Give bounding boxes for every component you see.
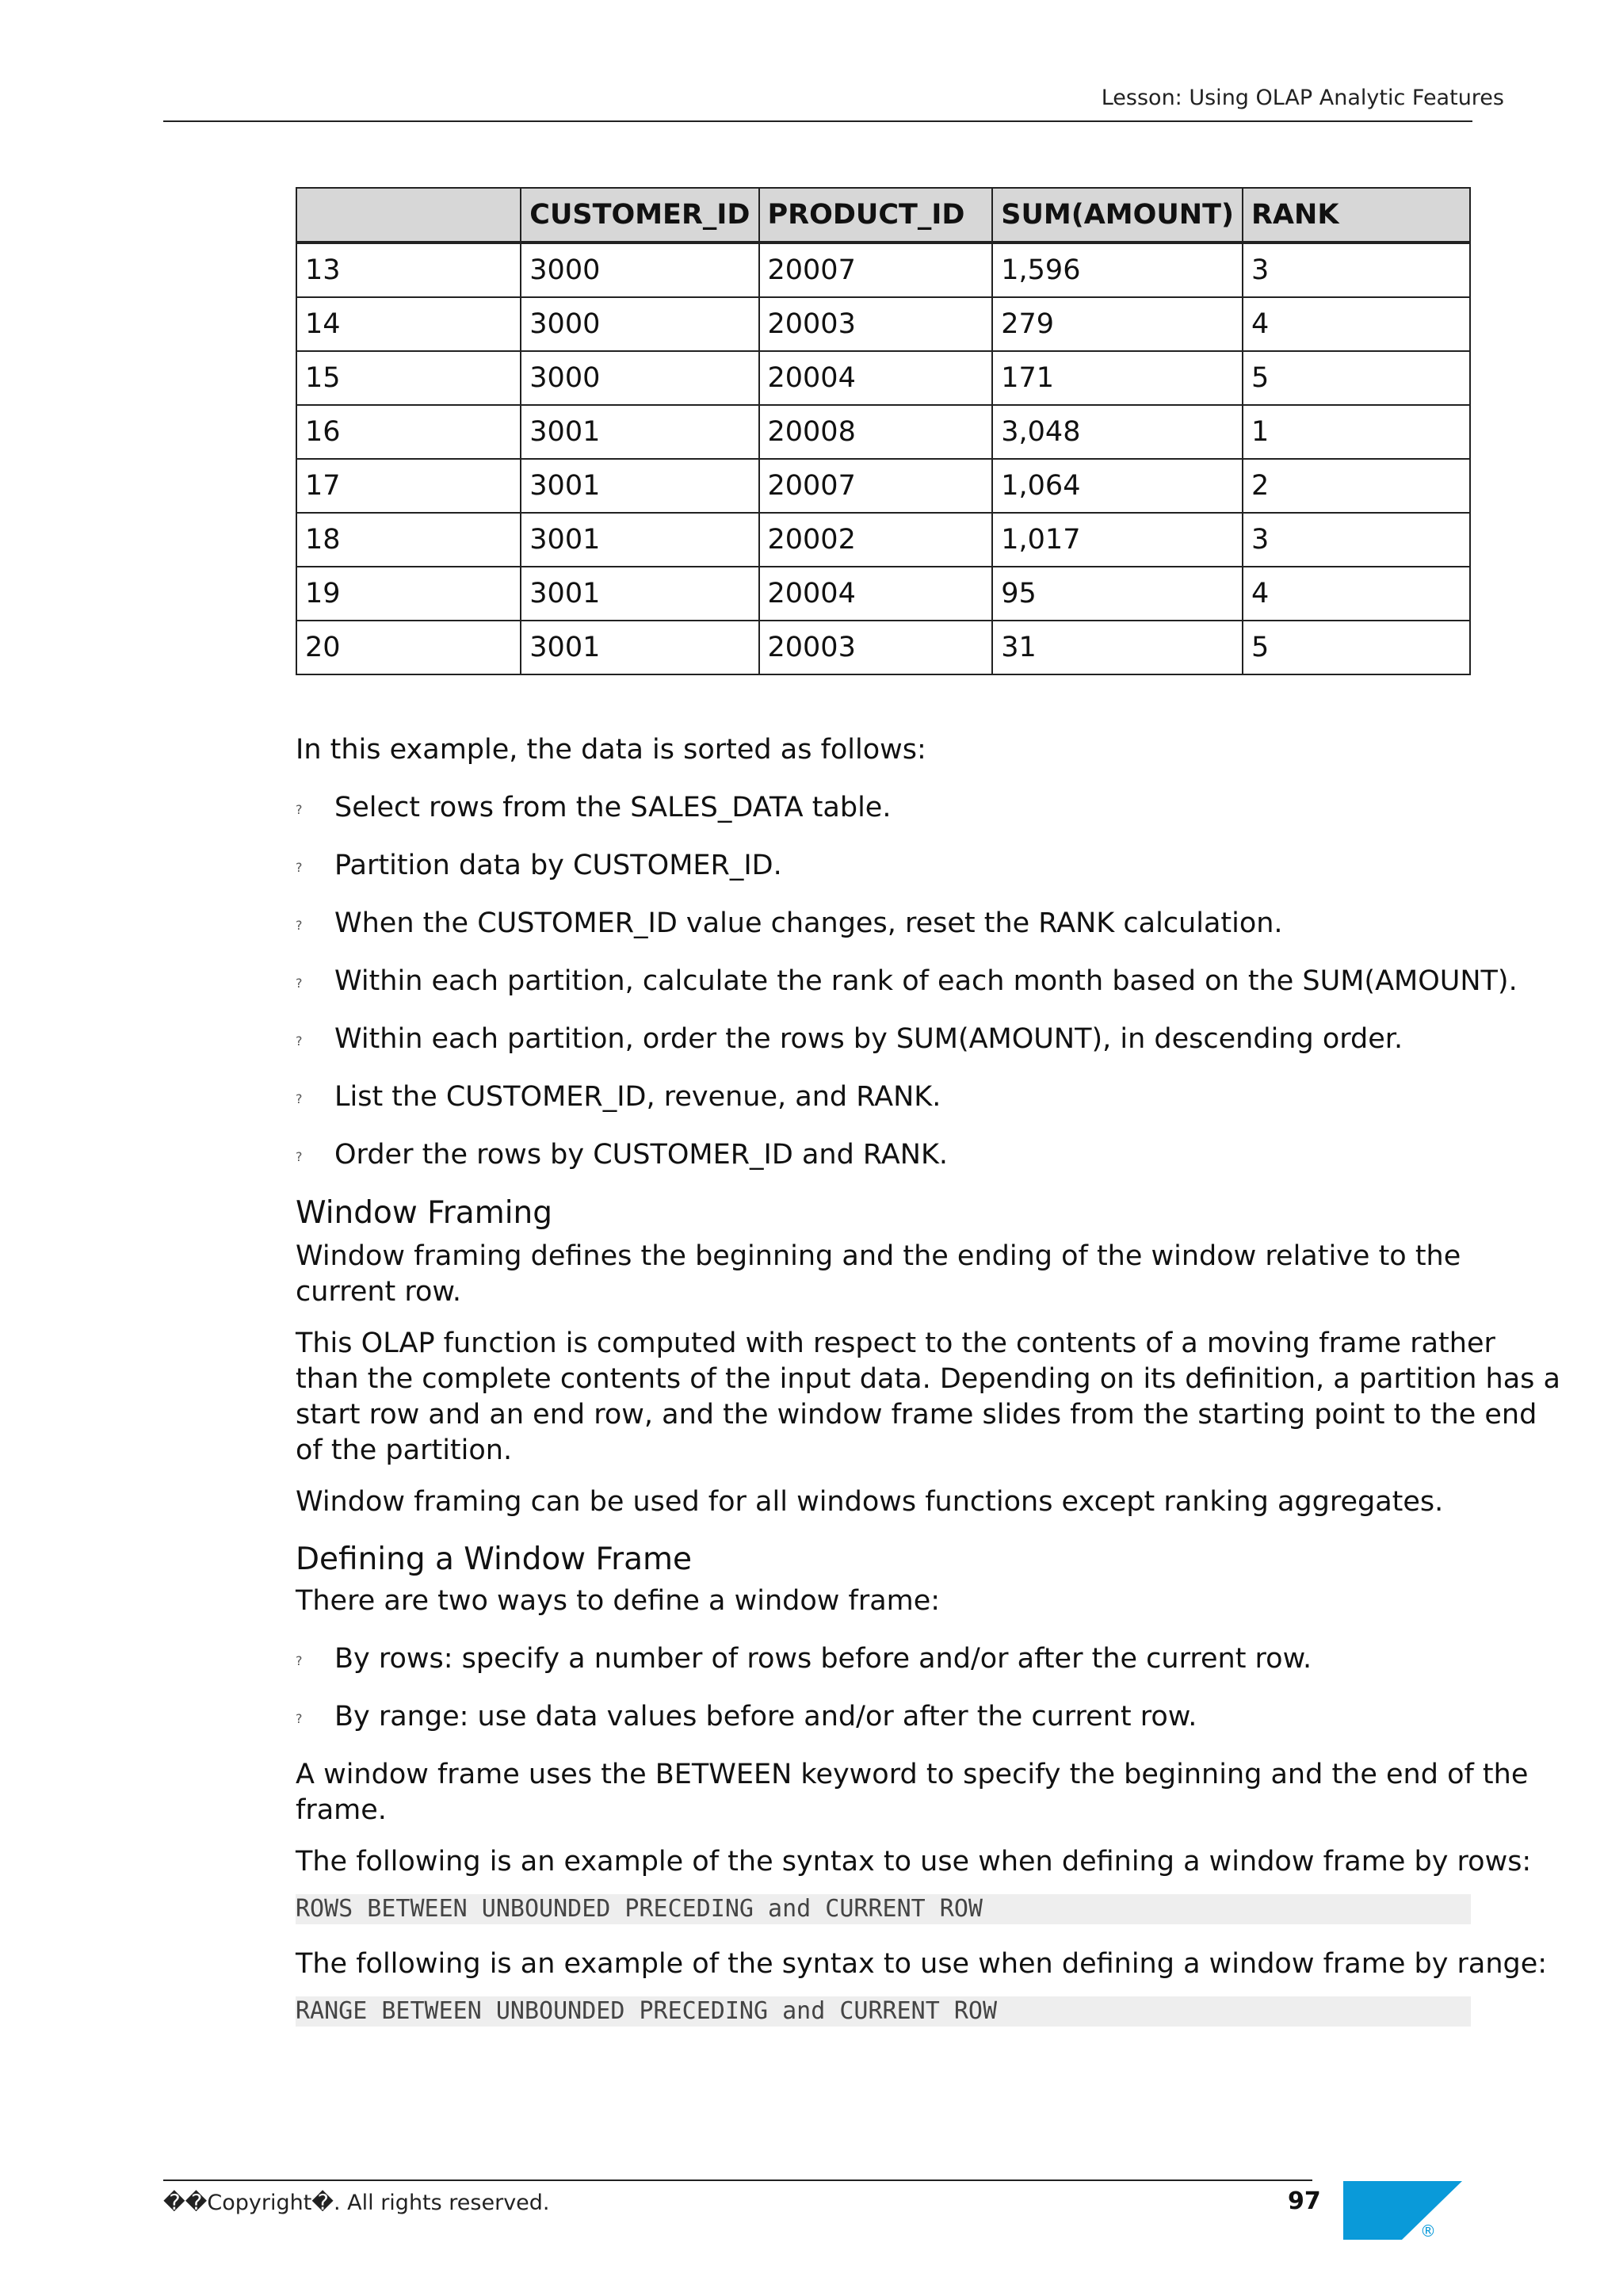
- column-header: CUSTOMER_ID: [521, 188, 758, 243]
- bullet-marker: ?: [296, 802, 303, 817]
- table-cell: 1,064: [992, 459, 1243, 513]
- table-cell: 3001: [521, 621, 758, 674]
- list-item-text: Select rows from the SALES_DATA table.: [334, 792, 892, 823]
- table-row: [296, 351, 1470, 405]
- bullet-marker: ?: [296, 976, 303, 991]
- table-cell: 20004: [759, 351, 993, 405]
- table-cell: 3001: [521, 459, 758, 513]
- paragraph: [296, 1484, 1564, 1520]
- list-item-text: By range: use data values before and/or after the current row.: [334, 1701, 1197, 1733]
- table-cell: 20002: [759, 513, 993, 567]
- table-cell: 16: [296, 405, 521, 459]
- bullet-marker: ?: [296, 1091, 303, 1106]
- table-cell: 1,596: [992, 243, 1243, 297]
- table-cell: 3: [1243, 243, 1470, 297]
- table-cell: 3000: [521, 243, 758, 297]
- paragraph: [296, 1757, 1564, 1828]
- table-header-row: [296, 188, 1470, 243]
- intro-text: In this example, the data is sorted as follows:: [296, 734, 926, 766]
- column-header: [296, 188, 521, 243]
- paragraph: [296, 1844, 1564, 1880]
- table-row: [296, 567, 1470, 621]
- column-header: SUM(AMOUNT): [992, 188, 1243, 243]
- footer-divider: [163, 2179, 1312, 2181]
- table-cell: 3001: [521, 513, 758, 567]
- registered-mark: ®: [1420, 2222, 1436, 2240]
- logo-icon: [1343, 2181, 1462, 2240]
- paragraph-text: Window framing can be used for all windows functions except ranking aggregates.: [296, 1486, 1444, 1518]
- list-item-text: By rows: specify a number of rows before and/or after the current row.: [334, 1643, 1312, 1675]
- paragraph-text: There are two ways to define a window frame:: [296, 1585, 941, 1617]
- table-cell: 20: [296, 621, 521, 674]
- running-header: Lesson: Using OLAP Analytic Features: [1101, 86, 1504, 110]
- table-cell: 4: [1243, 297, 1470, 351]
- table-row: [296, 243, 1470, 297]
- table-cell: 20008: [759, 405, 993, 459]
- table-cell: 20003: [759, 297, 993, 351]
- code-sample-range: RANGE BETWEEN UNBOUNDED PRECEDING and CURRENT ROW: [296, 1996, 1471, 2027]
- paragraph-text: The following is an example of the syntax to use when defining a window frame by range:: [296, 1948, 1548, 1980]
- list-item-text: List the CUSTOMER_ID, revenue, and RANK.: [334, 1081, 941, 1113]
- table-cell: 3001: [521, 405, 758, 459]
- table-row: [296, 513, 1470, 567]
- table-cell: 2: [1243, 459, 1470, 513]
- code-sample-rows: ROWS BETWEEN UNBOUNDED PRECEDING and CURRENT ROW: [296, 1894, 1471, 1924]
- section-heading: Window Framing: [296, 1195, 552, 1231]
- paragraph: [296, 1326, 1564, 1469]
- table-cell: 3: [1243, 513, 1470, 567]
- intro-paragraph: [296, 732, 1564, 768]
- table-cell: 3000: [521, 297, 758, 351]
- table-row: [296, 621, 1470, 674]
- bullet-marker: ?: [296, 860, 303, 875]
- copyright-notice: ��Copyright�. All rights reserved.: [163, 2191, 550, 2215]
- list-item-text: When the CUSTOMER_ID value changes, reset the RANK calculation.: [334, 907, 1283, 939]
- table-cell: 1,017: [992, 513, 1243, 567]
- column-header: PRODUCT_ID: [759, 188, 993, 243]
- page-number: 97: [1288, 2187, 1321, 2215]
- bullet-marker: ?: [296, 918, 303, 933]
- table-cell: 3,048: [992, 405, 1243, 459]
- table-cell: 279: [992, 297, 1243, 351]
- bullet-marker: ?: [296, 1149, 303, 1164]
- publisher-logo: [1343, 2181, 1462, 2240]
- table-row: [296, 459, 1470, 513]
- bullet-marker: ?: [296, 1653, 303, 1668]
- table-cell: 20007: [759, 243, 993, 297]
- table-cell: 4: [1243, 567, 1470, 621]
- table-cell: 18: [296, 513, 521, 567]
- bullet-marker: ?: [296, 1033, 303, 1049]
- list-item-text: Within each partition, order the rows by SUM(AMOUNT), in descending order.: [334, 1023, 1403, 1055]
- table-cell: 95: [992, 567, 1243, 621]
- list-item-text: Partition data by CUSTOMER_ID.: [334, 850, 782, 881]
- table-cell: 20004: [759, 567, 993, 621]
- table-cell: 17: [296, 459, 521, 513]
- rank-results-table: [296, 187, 1471, 675]
- paragraph: [296, 1239, 1564, 1310]
- table-row: [296, 405, 1470, 459]
- paragraph-text: Window framing defines the beginning and the ending of the window relative to the current row.: [296, 1240, 1461, 1308]
- table-cell: 31: [992, 621, 1243, 674]
- table-cell: 1: [1243, 405, 1470, 459]
- table-cell: 5: [1243, 621, 1470, 674]
- paragraph-text: This OLAP function is computed with respect to the contents of a moving frame rather than the complete contents of the input data. Depending on its definition, a partition has a start row and an end row, and the window frame slides from the starting point to the end of the partition.: [296, 1328, 1560, 1466]
- table-cell: 20007: [759, 459, 993, 513]
- table-cell: 5: [1243, 351, 1470, 405]
- list-item-text: Within each partition, calculate the rank of each month based on the SUM(AMOUNT).: [334, 965, 1518, 997]
- paragraph-text: The following is an example of the syntax to use when defining a window frame by rows:: [296, 1846, 1532, 1878]
- section-heading: Defining a Window Frame: [296, 1541, 692, 1577]
- table-cell: 19: [296, 567, 521, 621]
- table-cell: 3000: [521, 351, 758, 405]
- paragraph-text: A window frame uses the BETWEEN keyword to specify the beginning and the end of the frame.: [296, 1759, 1529, 1826]
- table-cell: 171: [992, 351, 1243, 405]
- table-cell: 15: [296, 351, 521, 405]
- paragraph: [296, 1946, 1564, 1982]
- bullet-marker: ?: [296, 1711, 303, 1726]
- table-cell: 20003: [759, 621, 993, 674]
- column-header: RANK: [1243, 188, 1470, 243]
- header-divider: [163, 120, 1472, 122]
- table-cell: 13: [296, 243, 521, 297]
- list-item-text: Order the rows by CUSTOMER_ID and RANK.: [334, 1139, 949, 1171]
- table-cell: 14: [296, 297, 521, 351]
- table-cell: 3001: [521, 567, 758, 621]
- table-row: [296, 297, 1470, 351]
- paragraph: [296, 1584, 1564, 1619]
